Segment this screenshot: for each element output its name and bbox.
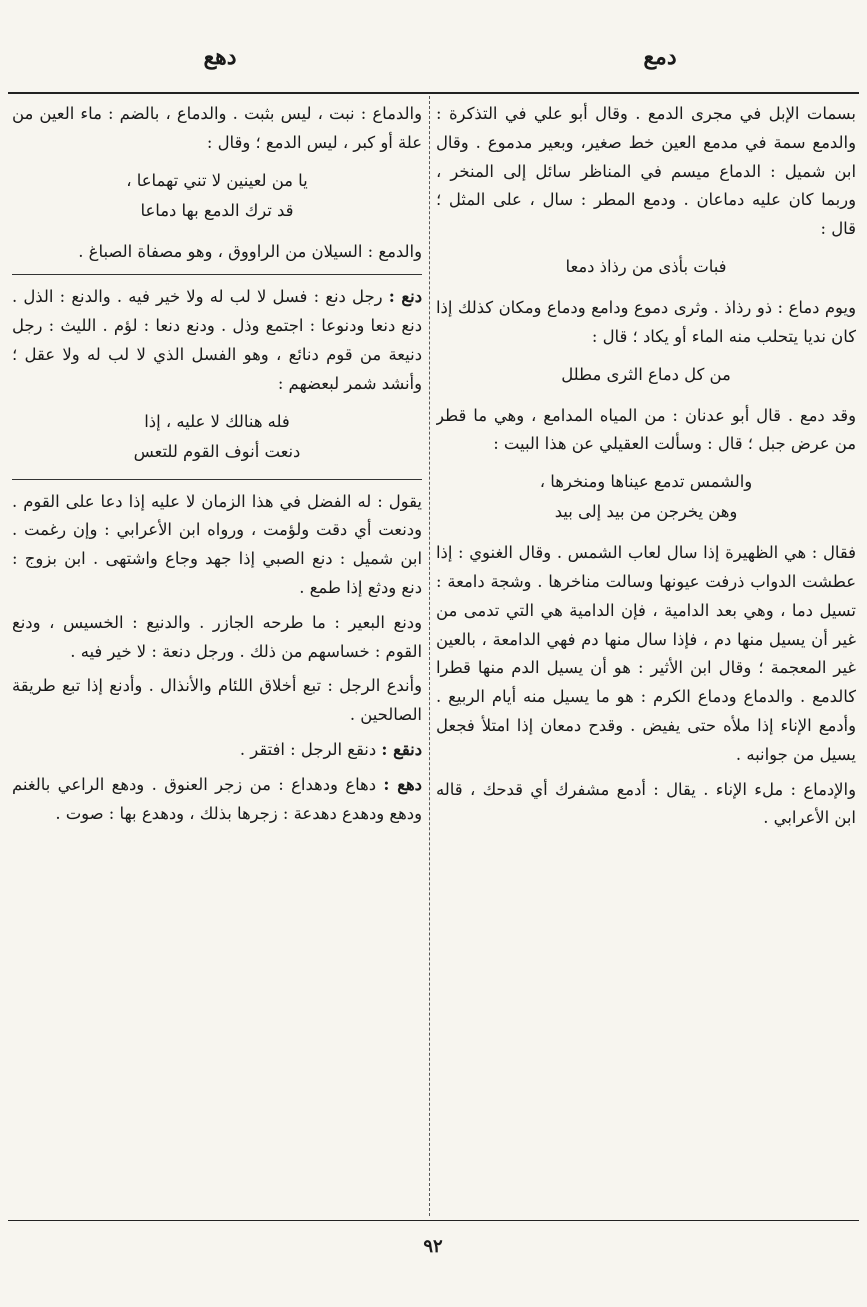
headword: دهع : [383, 774, 422, 794]
entry-paragraph: والدماع : نبت ، ليس بثبت . والدماع ، بالضم : ماء العين من علة أو كبر ، ليس الدمع ؛ وقال : [12, 104, 422, 152]
headword: دنع : [388, 287, 422, 307]
entry-paragraph: ودنع البعير : ما طرحه الجازر . والدنيع : الخسيس ، ودنع القوم : خساسهم من ذلك . ورجل دنعة : لا خير فيه . [12, 612, 422, 661]
column-divider [429, 96, 430, 1216]
verse-line: يا من لعينين لا تني تهماعا ، [126, 170, 308, 190]
entry-separator [12, 274, 422, 275]
verse-line: فله هنالك لا عليه ، إذا [144, 411, 290, 431]
entry-separator [12, 479, 422, 480]
footer-rule [8, 1220, 859, 1221]
entry-paragraph: بسمات الإبل في مجرى الدمع . وقال أبو علي في التذكرة : والدمع سمة في مدمع العين خط صغير، وبعير مدموع . وقال ابن شميل : الدماع ميسم في المناظر سائل إلى المنخر ، وربما كان عليه دماعان . ودمع المطر : سال ، على المثل ؛ قال : [436, 104, 856, 239]
entry-paragraph: والدمع : السيلان من الراووق ، وهو مصفاة الصباغ . [78, 241, 422, 261]
entry-paragraph: فقال : هي الظهيرة إذا سال لعاب الشمس . وقال الغنوي : إذا عطشت الدواب ذرفت عيونها وسالت مناخرها . وشجة دامعة : تسيل دما ، وهي بعد الدامية ، فإن الدامية هي التي تدمى من غير أن يسيل منها دم ، فإذا سال منها دم فهي الدامعة ، بالعين غير المعجمة ؛ وقال ابن الأثير : هو أن يسيل الدم منها قطرا كالدمع . والدماع ودماع الكرم : هو ما يسيل منه أيام الربيع . وأدمع الإناء إذا ملأه حتى يفيض . وقدح دمعان إذا امتلأ فجعل يسيل من جوانبه . [436, 543, 856, 764]
right-column [436, 100, 856, 1215]
verse-line: من كل دماع الثرى مطلل [561, 364, 731, 384]
header-rule [8, 92, 859, 94]
verse-block [436, 360, 856, 390]
verse-block [12, 407, 422, 467]
left-header-word: دهع [203, 44, 237, 70]
verse-line: فبات بأذى من رذاذ دمعا [565, 256, 727, 276]
left-column [12, 100, 422, 1215]
entry-danqa [12, 736, 422, 765]
page-header [0, 44, 867, 84]
right-header-word: دمع [643, 44, 677, 70]
entry-dana [12, 283, 422, 398]
entry-dahaa [12, 771, 422, 829]
verse-block [436, 252, 856, 282]
entry-paragraph: وأندع الرجل : تبع أخلاق اللئام والأنذال . وأدنع إذا تبع طريقة الصالحين . [12, 676, 422, 725]
entry-paragraph: يقول : له الفضل في هذا الزمان لا عليه إذا دعا على القوم . ودنعت أي دقت ولؤمت ، ورواه ابن الأعرابي : وإن رغمت . ابن شميل : دنع الصبي إذا جهد وجاع واشتهى . ابن بزوج : دنع ودثع إذا طمع . [12, 491, 422, 597]
entry-text: رجل دنع : فسل لا لب له ولا خير فيه . والدنع : الذل . دنع دنعا ودنوعا : اجتمع وذل . ودنع دنعا : لؤم . الليث : رجل دنيعة من قوم دنائع ، وهو الفسل الذي لا لب له ولا عقل ؛ وأنشد شمر لبعضهم : [12, 287, 422, 393]
entry-paragraph: والإدماع : ملء الإناء . يقال : أدمع مشفرك أي قدحك ، قاله ابن الأعرابي . [436, 779, 856, 828]
entry-paragraph: ويوم دماع : ذو رذاذ . وثرى دموع ودامع ودماع ومكان كذلك إذا كان نديا يتحلب منه الماء أو يكاد ؛ قال : [436, 297, 856, 346]
verse-line: والشمس تدمع عيناها ومنخرها ، [539, 472, 753, 492]
entry-paragraph: وقد دمع . قال أبو عدنان : من المياه المدامع ، وهي ما قطر من عرض جبل ؛ قال : وسألت العقيلي عن هذا البيت : [436, 405, 856, 454]
verse-line: دنعت أنوف القوم للتعس [133, 441, 301, 461]
verse-block [12, 166, 422, 226]
entry-text: دهاع ودهداع : من زجر العنوق . ودهع الراعي بالغنم ودهع ودهدع دهدعة : زجرها بذلك ، ودهدع بها : صوت . [12, 774, 422, 823]
verse-line: وهن يخرجن من بيد إلى بيد [554, 502, 738, 522]
verse-block [436, 467, 856, 527]
verse-line: قد ترك الدمع بها دماعا [140, 200, 294, 220]
headword: دنقع : [381, 739, 422, 759]
entry-text: دنقع الرجل : افتقر . [239, 739, 377, 759]
page-number: ٩٢ [423, 1236, 443, 1257]
